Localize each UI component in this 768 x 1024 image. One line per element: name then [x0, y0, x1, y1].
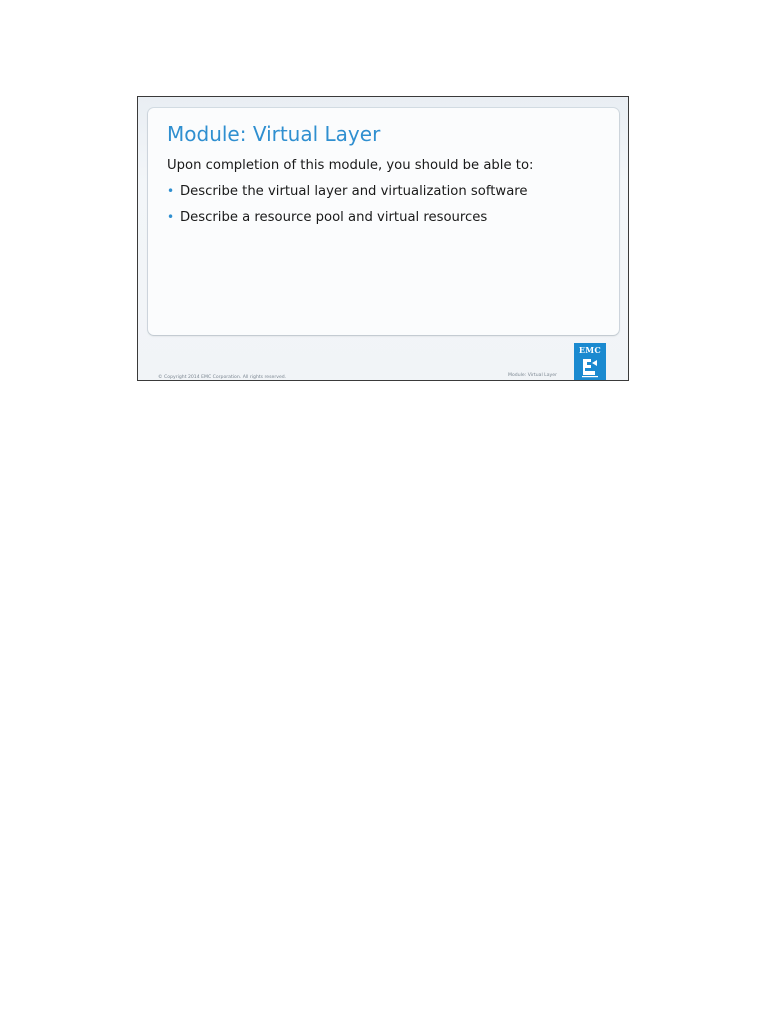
- list-item: [167, 184, 528, 210]
- footer-module-name: Module: Virtual Layer: [508, 373, 557, 378]
- bullet-icon: •: [167, 184, 175, 198]
- objectives-list: [167, 184, 528, 236]
- bullet-icon: •: [167, 210, 175, 224]
- slide: [137, 96, 629, 381]
- proven-mark-icon: [581, 357, 599, 378]
- emc-proven-logo-icon: [574, 343, 606, 380]
- logo-text: EMC: [578, 345, 602, 355]
- slide-content-card: [148, 108, 619, 335]
- slide-title: Module: Virtual Layer: [167, 122, 381, 146]
- list-item: [167, 210, 528, 236]
- footer-copyright: © Copyright 2014 EMC Corporation. All rights reserved.: [158, 375, 287, 380]
- bullet-text: Describe the virtual layer and virtualization software: [180, 184, 528, 199]
- slide-intro: Upon completion of this module, you should be able to:: [167, 158, 534, 173]
- bullet-text: Describe a resource pool and virtual resources: [180, 210, 488, 225]
